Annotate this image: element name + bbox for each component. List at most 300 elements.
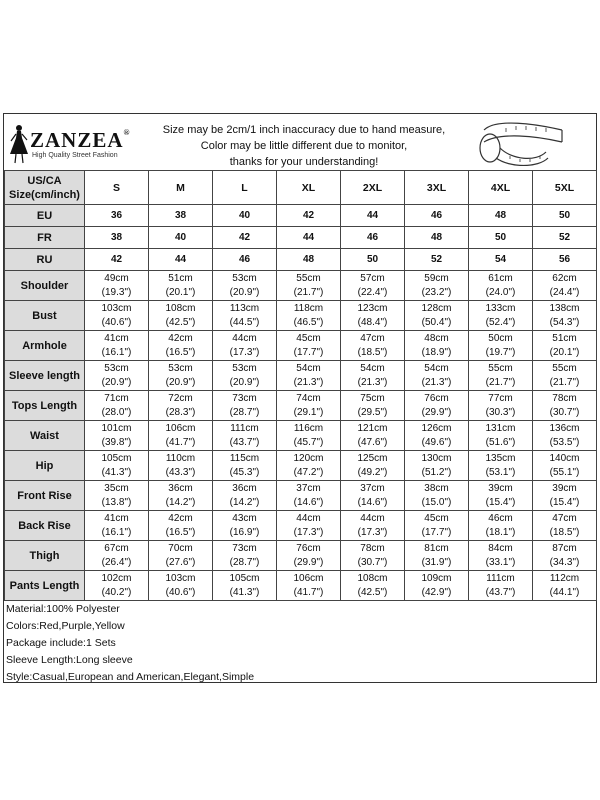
measurement-cm: 113cm bbox=[229, 302, 260, 314]
row-label: Shoulder bbox=[5, 271, 85, 301]
measurement-inch: (33.1") bbox=[485, 556, 516, 568]
measurement-inch: (17.7") bbox=[421, 526, 452, 538]
measurement-cell bbox=[277, 481, 341, 511]
measurement-cell bbox=[149, 511, 213, 541]
measurement-inch: (17.7") bbox=[293, 346, 324, 358]
measurement-inch: (30.3") bbox=[485, 406, 516, 418]
product-details bbox=[4, 601, 596, 684]
measurement-inch: (20.9") bbox=[229, 376, 260, 388]
measurement-cm: 102cm bbox=[101, 572, 132, 584]
measurement-cell bbox=[149, 391, 213, 421]
size-cell: 2XL bbox=[341, 171, 405, 205]
measurement-inch: (44.1") bbox=[549, 586, 580, 598]
measurement-inch: (44.5") bbox=[229, 316, 260, 328]
measurement-cm: 46cm bbox=[488, 512, 513, 524]
measurement-cell bbox=[277, 301, 341, 331]
measurement-cell bbox=[469, 361, 533, 391]
measurement-cm: 125cm bbox=[357, 452, 388, 464]
row-label: FR bbox=[5, 227, 85, 249]
measurement-cell bbox=[213, 541, 277, 571]
size-value-cell: 44 bbox=[341, 205, 405, 227]
table-row bbox=[5, 541, 597, 571]
measurement-cm: 43cm bbox=[232, 512, 257, 524]
measurement-cm: 140cm bbox=[549, 452, 580, 464]
measurement-cell bbox=[405, 541, 469, 571]
measurement-inch: (29.1") bbox=[293, 406, 324, 418]
measurement-cm: 70cm bbox=[168, 542, 193, 554]
measurement-cm: 106cm bbox=[165, 422, 196, 434]
measurement-cm: 44cm bbox=[232, 332, 257, 344]
table-row bbox=[5, 361, 597, 391]
measurement-inch: (30.7") bbox=[549, 406, 580, 418]
measurement-inch: (15.4") bbox=[485, 496, 516, 508]
size-value-cell: 48 bbox=[405, 227, 469, 249]
measurement-cm: 136cm bbox=[549, 422, 580, 434]
measurement-inch: (27.6") bbox=[165, 556, 196, 568]
measurement-inch: (24.4") bbox=[549, 286, 580, 298]
table-row bbox=[5, 205, 597, 227]
detail-style: Style:Casual,European and American,Elegant,Simple bbox=[6, 671, 255, 683]
measurement-cm: 74cm bbox=[296, 392, 321, 404]
measurement-cell bbox=[213, 451, 277, 481]
size-value-cell: 50 bbox=[533, 205, 597, 227]
measurement-cell bbox=[533, 511, 597, 541]
size-value-cell: 50 bbox=[469, 227, 533, 249]
measurement-cell bbox=[149, 361, 213, 391]
measurement-cm: 49cm bbox=[104, 272, 129, 284]
size-value-cell: 44 bbox=[277, 227, 341, 249]
row-label: Hip bbox=[5, 451, 85, 481]
measurement-inch: (15.4") bbox=[549, 496, 580, 508]
measurement-cm: 101cm bbox=[101, 422, 132, 434]
measurement-cell bbox=[533, 421, 597, 451]
measurement-cm: 41cm bbox=[104, 332, 129, 344]
measurement-cm: 41cm bbox=[104, 512, 129, 524]
measurement-cm: 67cm bbox=[104, 542, 129, 554]
measurement-cm: 57cm bbox=[360, 272, 385, 284]
measurement-inch: (51.6") bbox=[485, 436, 516, 448]
measurement-inch: (53.1") bbox=[485, 466, 516, 478]
measurement-cell bbox=[405, 451, 469, 481]
measurement-cell bbox=[341, 451, 405, 481]
measurement-cell bbox=[469, 271, 533, 301]
measurement-cm: 54cm bbox=[424, 362, 449, 374]
measurement-inch: (51.2") bbox=[421, 466, 452, 478]
measuring-tape-icon bbox=[476, 120, 566, 166]
row-label: Pants Length bbox=[5, 571, 85, 601]
measurement-inch: (50.4") bbox=[421, 316, 452, 328]
measurement-cm: 103cm bbox=[165, 572, 196, 584]
measurement-inch: (53.5") bbox=[549, 436, 580, 448]
measurement-inch: (41.3") bbox=[229, 586, 260, 598]
table-row bbox=[5, 511, 597, 541]
measurement-inch: (17.3") bbox=[357, 526, 388, 538]
measurement-cell bbox=[341, 481, 405, 511]
table-row bbox=[5, 331, 597, 361]
measurement-cell bbox=[405, 511, 469, 541]
measurement-inch: (40.6") bbox=[165, 586, 196, 598]
measurement-inch: (28.0") bbox=[101, 406, 132, 418]
measurement-notice bbox=[154, 122, 454, 170]
measurement-cell bbox=[341, 301, 405, 331]
measurement-cell bbox=[213, 511, 277, 541]
size-value-cell: 50 bbox=[341, 249, 405, 271]
row-label: Waist bbox=[5, 421, 85, 451]
measurement-cell bbox=[85, 391, 149, 421]
detail-colors: Colors:Red,Purple,Yellow bbox=[6, 620, 125, 632]
measurement-cm: 111cm bbox=[230, 422, 259, 434]
measurement-cm: 44cm bbox=[296, 512, 321, 524]
measurement-inch: (29.5") bbox=[357, 406, 388, 418]
measurement-cell bbox=[533, 331, 597, 361]
size-chart-sheet bbox=[3, 113, 597, 683]
measurement-inch: (34.3") bbox=[549, 556, 580, 568]
measurement-cell bbox=[213, 391, 277, 421]
measurement-cm: 84cm bbox=[488, 542, 513, 554]
measurement-inch: (42.5") bbox=[357, 586, 388, 598]
measurement-inch: (16.9") bbox=[229, 526, 260, 538]
size-header-label: US/CA Size(cm/inch) bbox=[5, 171, 85, 205]
measurement-cm: 51cm bbox=[552, 332, 577, 344]
measurement-cell bbox=[277, 421, 341, 451]
measurement-cell bbox=[277, 271, 341, 301]
measurement-cm: 42cm bbox=[168, 332, 193, 344]
measurement-cell bbox=[469, 301, 533, 331]
measurement-inch: (21.7") bbox=[293, 286, 324, 298]
size-value-cell: 56 bbox=[533, 249, 597, 271]
measurement-cell bbox=[213, 421, 277, 451]
measurement-cell bbox=[149, 301, 213, 331]
measurement-cell bbox=[277, 451, 341, 481]
row-label: Sleeve length bbox=[5, 361, 85, 391]
measurement-cm: 62cm bbox=[552, 272, 577, 284]
notice-line: Size may be 2cm/1 inch inaccuracy due to hand measure, bbox=[162, 124, 446, 136]
measurement-cell bbox=[149, 481, 213, 511]
measurement-cell bbox=[533, 391, 597, 421]
measurement-cell bbox=[341, 571, 405, 601]
measurement-cell bbox=[85, 481, 149, 511]
dress-figure-icon bbox=[8, 124, 30, 164]
measurement-cm: 48cm bbox=[424, 332, 449, 344]
measurement-inch: (20.9") bbox=[165, 376, 196, 388]
measurement-inch: (17.3") bbox=[293, 526, 324, 538]
table-row bbox=[5, 301, 597, 331]
measurement-cell bbox=[85, 301, 149, 331]
size-value-cell: 42 bbox=[277, 205, 341, 227]
measurement-inch: (43.7") bbox=[229, 436, 260, 448]
brand-name: ZANZEA bbox=[30, 128, 124, 152]
size-cell: L bbox=[213, 171, 277, 205]
row-label: EU bbox=[5, 205, 85, 227]
measurement-inch: (41.7") bbox=[293, 586, 324, 598]
measurement-cm: 45cm bbox=[424, 512, 449, 524]
measurement-cell bbox=[405, 361, 469, 391]
measurement-cm: 105cm bbox=[229, 572, 260, 584]
size-value-cell: 42 bbox=[213, 227, 277, 249]
measurement-cm: 87cm bbox=[552, 542, 577, 554]
measurement-cell bbox=[213, 331, 277, 361]
measurement-cell bbox=[341, 511, 405, 541]
measurement-inch: (18.5") bbox=[549, 526, 580, 538]
measurement-cm: 75cm bbox=[360, 392, 385, 404]
measurement-cm: 126cm bbox=[421, 422, 452, 434]
measurement-inch: (43.3") bbox=[165, 466, 196, 478]
measurement-cell bbox=[341, 331, 405, 361]
measurement-cell bbox=[341, 361, 405, 391]
measurement-cm: 39cm bbox=[488, 482, 513, 494]
measurement-cm: 73cm bbox=[232, 392, 257, 404]
table-row bbox=[5, 227, 597, 249]
measurement-cm: 53cm bbox=[232, 362, 257, 374]
measurement-inch: (39.8") bbox=[101, 436, 132, 448]
measurement-inch: (19.7") bbox=[485, 346, 516, 358]
measurement-inch: (20.1") bbox=[165, 286, 196, 298]
row-label: RU bbox=[5, 249, 85, 271]
measurement-cm: 115cm bbox=[229, 452, 260, 464]
measurement-cm: 106cm bbox=[293, 572, 324, 584]
measurement-cm: 135cm bbox=[485, 452, 516, 464]
measurement-cell bbox=[213, 571, 277, 601]
measurement-cm: 128cm bbox=[421, 302, 452, 314]
measurement-inch: (16.1") bbox=[101, 346, 132, 358]
measurement-cm: 120cm bbox=[293, 452, 324, 464]
measurement-cell bbox=[405, 271, 469, 301]
measurement-cm: 108cm bbox=[165, 302, 196, 314]
measurement-inch: (16.5") bbox=[165, 526, 196, 538]
measurement-cell bbox=[277, 571, 341, 601]
size-value-cell: 46 bbox=[213, 249, 277, 271]
measurement-inch: (20.1") bbox=[549, 346, 580, 358]
measurement-cm: 38cm bbox=[424, 482, 449, 494]
measurement-cm: 44cm bbox=[360, 512, 385, 524]
measurement-cm: 39cm bbox=[552, 482, 577, 494]
measurement-inch: (18.9") bbox=[421, 346, 452, 358]
measurement-inch: (48.4") bbox=[357, 316, 388, 328]
size-cell: XL bbox=[277, 171, 341, 205]
measurement-cm: 109cm bbox=[421, 572, 452, 584]
measurement-cm: 131cm bbox=[485, 422, 516, 434]
measurement-cm: 61cm bbox=[488, 272, 513, 284]
measurement-cell bbox=[341, 391, 405, 421]
measurement-cm: 55cm bbox=[552, 362, 577, 374]
measurement-inch: (45.3") bbox=[229, 466, 260, 478]
measurement-inch: (20.9") bbox=[101, 376, 132, 388]
measurement-cm: 72cm bbox=[168, 392, 193, 404]
row-label: Thigh bbox=[5, 541, 85, 571]
brand-logo bbox=[8, 122, 158, 170]
table-row bbox=[5, 391, 597, 421]
measurement-inch: (21.7") bbox=[485, 376, 516, 388]
measurement-cell bbox=[85, 271, 149, 301]
measurement-inch: (47.6") bbox=[357, 436, 388, 448]
measurement-cm: 116cm bbox=[293, 422, 324, 434]
measurement-cm: 105cm bbox=[101, 452, 132, 464]
measurement-cm: 121cm bbox=[357, 422, 388, 434]
measurement-cell bbox=[149, 571, 213, 601]
measurement-cm: 77cm bbox=[488, 392, 513, 404]
measurement-cm: 51cm bbox=[168, 272, 193, 284]
measurement-cm: 118cm bbox=[293, 302, 324, 314]
measurement-inch: (21.3") bbox=[357, 376, 388, 388]
size-value-cell: 46 bbox=[405, 205, 469, 227]
table-row bbox=[5, 451, 597, 481]
measurement-inch: (55.1") bbox=[549, 466, 580, 478]
measurement-cm: 71cm bbox=[104, 392, 129, 404]
brand-tagline: High Quality Street Fashion bbox=[32, 152, 118, 159]
measurement-cell bbox=[85, 541, 149, 571]
measurement-inch: (30.7") bbox=[357, 556, 388, 568]
detail-material: Material:100% Polyester bbox=[6, 603, 120, 615]
size-cell: 4XL bbox=[469, 171, 533, 205]
table-row bbox=[5, 421, 597, 451]
measurement-cell bbox=[277, 541, 341, 571]
measurement-inch: (41.3") bbox=[101, 466, 132, 478]
measurement-cm: 123cm bbox=[357, 302, 388, 314]
measurement-cell bbox=[277, 331, 341, 361]
measurement-inch: (15.0") bbox=[421, 496, 452, 508]
measurement-cell bbox=[533, 481, 597, 511]
measurement-cm: 133cm bbox=[485, 302, 516, 314]
measurement-cm: 42cm bbox=[168, 512, 193, 524]
measurement-inch: (13.8") bbox=[101, 496, 132, 508]
measurement-cell bbox=[533, 361, 597, 391]
notice-line: thanks for your understanding! bbox=[229, 156, 379, 168]
measurement-cell bbox=[469, 451, 533, 481]
row-label: Tops Length bbox=[5, 391, 85, 421]
measurement-cell bbox=[405, 331, 469, 361]
measurement-cm: 54cm bbox=[296, 362, 321, 374]
measurement-cm: 37cm bbox=[296, 482, 321, 494]
measurement-cell bbox=[469, 421, 533, 451]
measurement-cell bbox=[533, 451, 597, 481]
size-value-cell: 46 bbox=[341, 227, 405, 249]
measurement-cm: 53cm bbox=[232, 272, 257, 284]
measurement-cell bbox=[213, 301, 277, 331]
measurement-cell bbox=[533, 571, 597, 601]
measurement-inch: (21.7") bbox=[549, 376, 580, 388]
size-table bbox=[4, 170, 597, 601]
measurement-cell bbox=[277, 511, 341, 541]
measurement-inch: (47.2") bbox=[293, 466, 324, 478]
measurement-inch: (29.9") bbox=[421, 406, 452, 418]
measurement-inch: (29.9") bbox=[293, 556, 324, 568]
measurement-cell bbox=[405, 391, 469, 421]
measurement-inch: (42.5") bbox=[165, 316, 196, 328]
table-row bbox=[5, 481, 597, 511]
measurement-cm: 54cm bbox=[360, 362, 385, 374]
size-value-cell: 42 bbox=[85, 249, 149, 271]
measurement-cm: 78cm bbox=[360, 542, 385, 554]
measurement-cm: 103cm bbox=[101, 302, 132, 314]
measurement-cm: 78cm bbox=[552, 392, 577, 404]
measurement-inch: (54.3") bbox=[549, 316, 580, 328]
measurement-cell bbox=[469, 511, 533, 541]
measurement-cm: 130cm bbox=[421, 452, 452, 464]
measurement-cell bbox=[213, 271, 277, 301]
measurement-cell bbox=[85, 451, 149, 481]
measurement-cell bbox=[149, 331, 213, 361]
measurement-inch: (19.3") bbox=[101, 286, 132, 298]
measurement-inch: (40.2") bbox=[101, 586, 132, 598]
measurement-cell bbox=[149, 451, 213, 481]
measurement-cm: 37cm bbox=[360, 482, 385, 494]
measurement-cell bbox=[405, 571, 469, 601]
measurement-inch: (40.6") bbox=[101, 316, 132, 328]
measurement-cm: 50cm bbox=[488, 332, 513, 344]
size-value-cell: 48 bbox=[469, 205, 533, 227]
measurement-cm: 108cm bbox=[357, 572, 388, 584]
measurement-inch: (41.7") bbox=[165, 436, 196, 448]
measurement-cell bbox=[533, 301, 597, 331]
measurement-inch: (14.6") bbox=[293, 496, 324, 508]
measurement-cm: 53cm bbox=[104, 362, 129, 374]
size-value-cell: 54 bbox=[469, 249, 533, 271]
measurement-inch: (49.2") bbox=[357, 466, 388, 478]
measurement-cell bbox=[149, 271, 213, 301]
measurement-cell bbox=[85, 331, 149, 361]
size-cell: 3XL bbox=[405, 171, 469, 205]
row-label: Front Rise bbox=[5, 481, 85, 511]
size-value-cell: 52 bbox=[405, 249, 469, 271]
measurement-cell bbox=[469, 571, 533, 601]
measurement-cell bbox=[405, 481, 469, 511]
measurement-inch: (24.0") bbox=[485, 286, 516, 298]
measurement-cell bbox=[277, 391, 341, 421]
measurement-inch: (28.7") bbox=[229, 556, 260, 568]
registered-mark: ® bbox=[123, 128, 131, 137]
measurement-cm: 110cm bbox=[165, 452, 196, 464]
size-value-cell: 38 bbox=[149, 205, 213, 227]
measurement-cell bbox=[469, 391, 533, 421]
measurement-cell bbox=[405, 301, 469, 331]
measurement-cell bbox=[213, 481, 277, 511]
size-cell: 5XL bbox=[533, 171, 597, 205]
measurement-cell bbox=[469, 541, 533, 571]
measurement-cm: 53cm bbox=[168, 362, 193, 374]
measurement-cm: 81cm bbox=[424, 542, 449, 554]
size-header-row bbox=[5, 171, 597, 205]
measurement-inch: (20.9") bbox=[229, 286, 260, 298]
measurement-cm: 47cm bbox=[360, 332, 385, 344]
measurement-cm: 73cm bbox=[232, 542, 257, 554]
measurement-cm: 35cm bbox=[104, 482, 129, 494]
measurement-inch: (26.4") bbox=[101, 556, 132, 568]
measurement-cm: 47cm bbox=[552, 512, 577, 524]
measurement-cm: 36cm bbox=[168, 482, 193, 494]
measurement-inch: (16.1") bbox=[101, 526, 132, 538]
measurement-cm: 59cm bbox=[424, 272, 449, 284]
measurement-inch: (22.4") bbox=[357, 286, 388, 298]
measurement-cm: 55cm bbox=[296, 272, 321, 284]
measurement-inch: (14.6") bbox=[357, 496, 388, 508]
measurement-inch: (28.3") bbox=[165, 406, 196, 418]
measurement-inch: (31.9") bbox=[421, 556, 452, 568]
measurement-inch: (52.4") bbox=[485, 316, 516, 328]
measurement-cell bbox=[341, 421, 405, 451]
measurement-cm: 112cm bbox=[549, 572, 580, 584]
measurement-cm: 76cm bbox=[296, 542, 321, 554]
measurement-inch: (14.2") bbox=[229, 496, 260, 508]
size-value-cell: 48 bbox=[277, 249, 341, 271]
measurement-cell bbox=[277, 361, 341, 391]
measurement-cell bbox=[341, 271, 405, 301]
measurement-inch: (46.5") bbox=[293, 316, 324, 328]
size-value-cell: 52 bbox=[533, 227, 597, 249]
measurement-inch: (21.3") bbox=[421, 376, 452, 388]
measurement-cell bbox=[533, 541, 597, 571]
detail-package: Package include:1 Sets bbox=[6, 637, 116, 649]
measurement-cell bbox=[405, 421, 469, 451]
